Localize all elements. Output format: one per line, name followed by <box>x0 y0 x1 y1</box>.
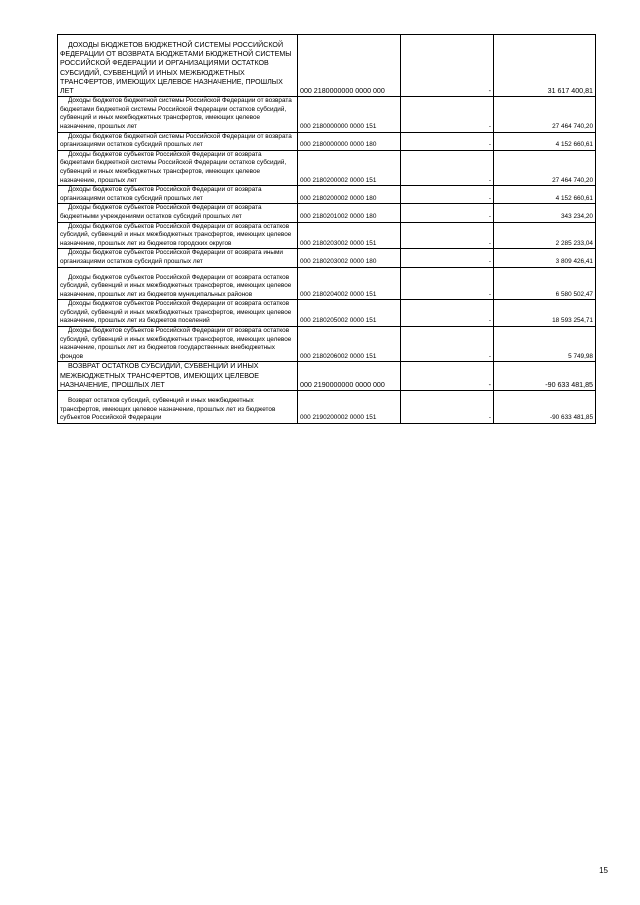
row-name: Доходы бюджетов субъектов Российской Федерации от возврата остатков субсидий, субвенций и иных межбюджетных трансфертов, имеющих целевое назначение, прошлых лет из бюджетов муниципальных районов <box>58 267 298 300</box>
table-row <box>58 35 596 97</box>
row-name: Доходы бюджетов субъектов Российской Федерации от возврата бюджетами бюджетной системы Российской Федерации остатков субсидий, субвенций и иных межбюджетных трансфертов, имеющих целевое назначение, прошлых лет <box>58 150 298 185</box>
row-executed: 343 234,20 <box>494 204 596 222</box>
row-approved: - <box>401 249 494 267</box>
row-executed: -90 633 481,85 <box>494 391 596 424</box>
row-name: Доходы бюджетов субъектов Российской Федерации от возврата иными организациями остатков субсидий прошлых лет <box>58 249 298 267</box>
row-name: Доходы бюджетов бюджетной системы Российской Федерации от возврата организациями остатков субсидий прошлых лет <box>58 132 298 150</box>
row-approved: - <box>401 300 494 327</box>
row-name: Возврат остатков субсидий, субвенций и иных межбюджетных трансфертов, имеющих целевое назначение, прошлых лет из бюджетов субъектов Российской Федерации <box>58 391 298 424</box>
row-approved: - <box>401 327 494 362</box>
row-code: 000 2180000000 0000 000 <box>298 35 401 97</box>
row-name: Доходы бюджетов субъектов Российской Федерации от возврата организациями остатков субсидий прошлых лет <box>58 186 298 204</box>
row-executed: -90 633 481,85 <box>494 362 596 391</box>
table-row <box>58 150 596 185</box>
row-executed: 4 152 660,61 <box>494 186 596 204</box>
row-approved: - <box>401 150 494 185</box>
row-code: 000 2180203002 0000 151 <box>298 222 401 249</box>
row-executed: 3 809 426,41 <box>494 249 596 267</box>
table-row <box>58 132 596 150</box>
row-executed: 5 749,98 <box>494 327 596 362</box>
row-name: Доходы бюджетов субъектов Российской Федерации от возврата остатков субсидий, субвенций и иных межбюджетных трансфертов, имеющих целевое назначение, прошлых лет из бюджетов государственных внебюджетных фондов <box>58 327 298 362</box>
row-name: ВОЗВРАТ ОСТАТКОВ СУБСИДИЙ, СУБВЕНЦИЙ И ИНЫХ МЕЖБЮДЖЕТНЫХ ТРАНСФЕРТОВ, ИМЕЮЩИХ ЦЕЛЕВОЕ НАЗНАЧЕНИЕ, ПРОШЛЫХ ЛЕТ <box>58 362 298 391</box>
table-row <box>58 186 596 204</box>
row-approved: - <box>401 222 494 249</box>
page-number: 15 <box>599 866 608 875</box>
table-row <box>58 300 596 327</box>
row-name: Доходы бюджетов субъектов Российской Федерации от возврата остатков субсидий, субвенций и иных межбюджетных трансфертов, имеющих целевое назначение, прошлых лет из бюджетов городских округов <box>58 222 298 249</box>
row-approved: - <box>401 132 494 150</box>
row-approved: - <box>401 35 494 97</box>
row-name: Доходы бюджетов субъектов Российской Федерации от возврата бюджетными учреждениями остатков субсидий прошлых лет <box>58 204 298 222</box>
row-name: Доходы бюджетов субъектов Российской Федерации от возврата остатков субсидий, субвенций и иных межбюджетных трансфертов, имеющих целевое назначение, прошлых лет из бюджетов поселений <box>58 300 298 327</box>
row-approved: - <box>401 186 494 204</box>
row-approved: - <box>401 362 494 391</box>
row-code: 000 2180200002 0000 151 <box>298 150 401 185</box>
row-code: 000 2180203002 0000 180 <box>298 249 401 267</box>
row-executed: 2 285 233,04 <box>494 222 596 249</box>
row-code: 000 2180206002 0000 151 <box>298 327 401 362</box>
row-name: Доходы бюджетов бюджетной системы Российской Федерации от возврата бюджетами бюджетной системы Российской Федерации остатков субсидий, субвенций и иных межбюджетных трансфертов, имеющих целевое назначение, прошлых лет <box>58 97 298 132</box>
row-code: 000 2180204002 0000 151 <box>298 267 401 300</box>
row-code: 000 2180000000 0000 180 <box>298 132 401 150</box>
row-approved: - <box>401 267 494 300</box>
row-code: 000 2190000000 0000 000 <box>298 362 401 391</box>
table-row <box>58 267 596 300</box>
row-code: 000 2180205002 0000 151 <box>298 300 401 327</box>
row-approved: - <box>401 204 494 222</box>
table-row <box>58 222 596 249</box>
table-row <box>58 391 596 424</box>
table-row <box>58 362 596 391</box>
table-row <box>58 97 596 132</box>
budget-revenue-table <box>57 34 596 424</box>
row-executed: 31 617 400,81 <box>494 35 596 97</box>
table-row <box>58 327 596 362</box>
row-executed: 27 464 740,20 <box>494 150 596 185</box>
table-row <box>58 249 596 267</box>
row-approved: - <box>401 391 494 424</box>
row-name: ДОХОДЫ БЮДЖЕТОВ БЮДЖЕТНОЙ СИСТЕМЫ РОССИЙСКОЙ ФЕДЕРАЦИИ ОТ ВОЗВРАТА БЮДЖЕТАМИ БЮДЖЕТНОЙ СИСТЕМЫ РОССИЙСКОЙ ФЕДЕРАЦИИ И ОРГАНИЗАЦИЯМИ ОСТАТКОВ СУБСИДИЙ, СУБВЕНЦИЙ И ИНЫХ МЕЖБЮДЖЕТНЫХ ТРАНСФЕРТОВ, ИМЕЮЩИХ ЦЕЛЕВОЕ НАЗНАЧЕНИЕ, ПРОШЛЫХ ЛЕТ <box>58 35 298 97</box>
row-executed: 27 464 740,20 <box>494 97 596 132</box>
row-approved: - <box>401 97 494 132</box>
row-code: 000 2180200002 0000 180 <box>298 186 401 204</box>
row-code: 000 2180000000 0000 151 <box>298 97 401 132</box>
row-code: 000 2190200002 0000 151 <box>298 391 401 424</box>
row-code: 000 2180201002 0000 180 <box>298 204 401 222</box>
row-executed: 6 580 502,47 <box>494 267 596 300</box>
row-executed: 18 593 254,71 <box>494 300 596 327</box>
table-row <box>58 204 596 222</box>
row-executed: 4 152 660,61 <box>494 132 596 150</box>
